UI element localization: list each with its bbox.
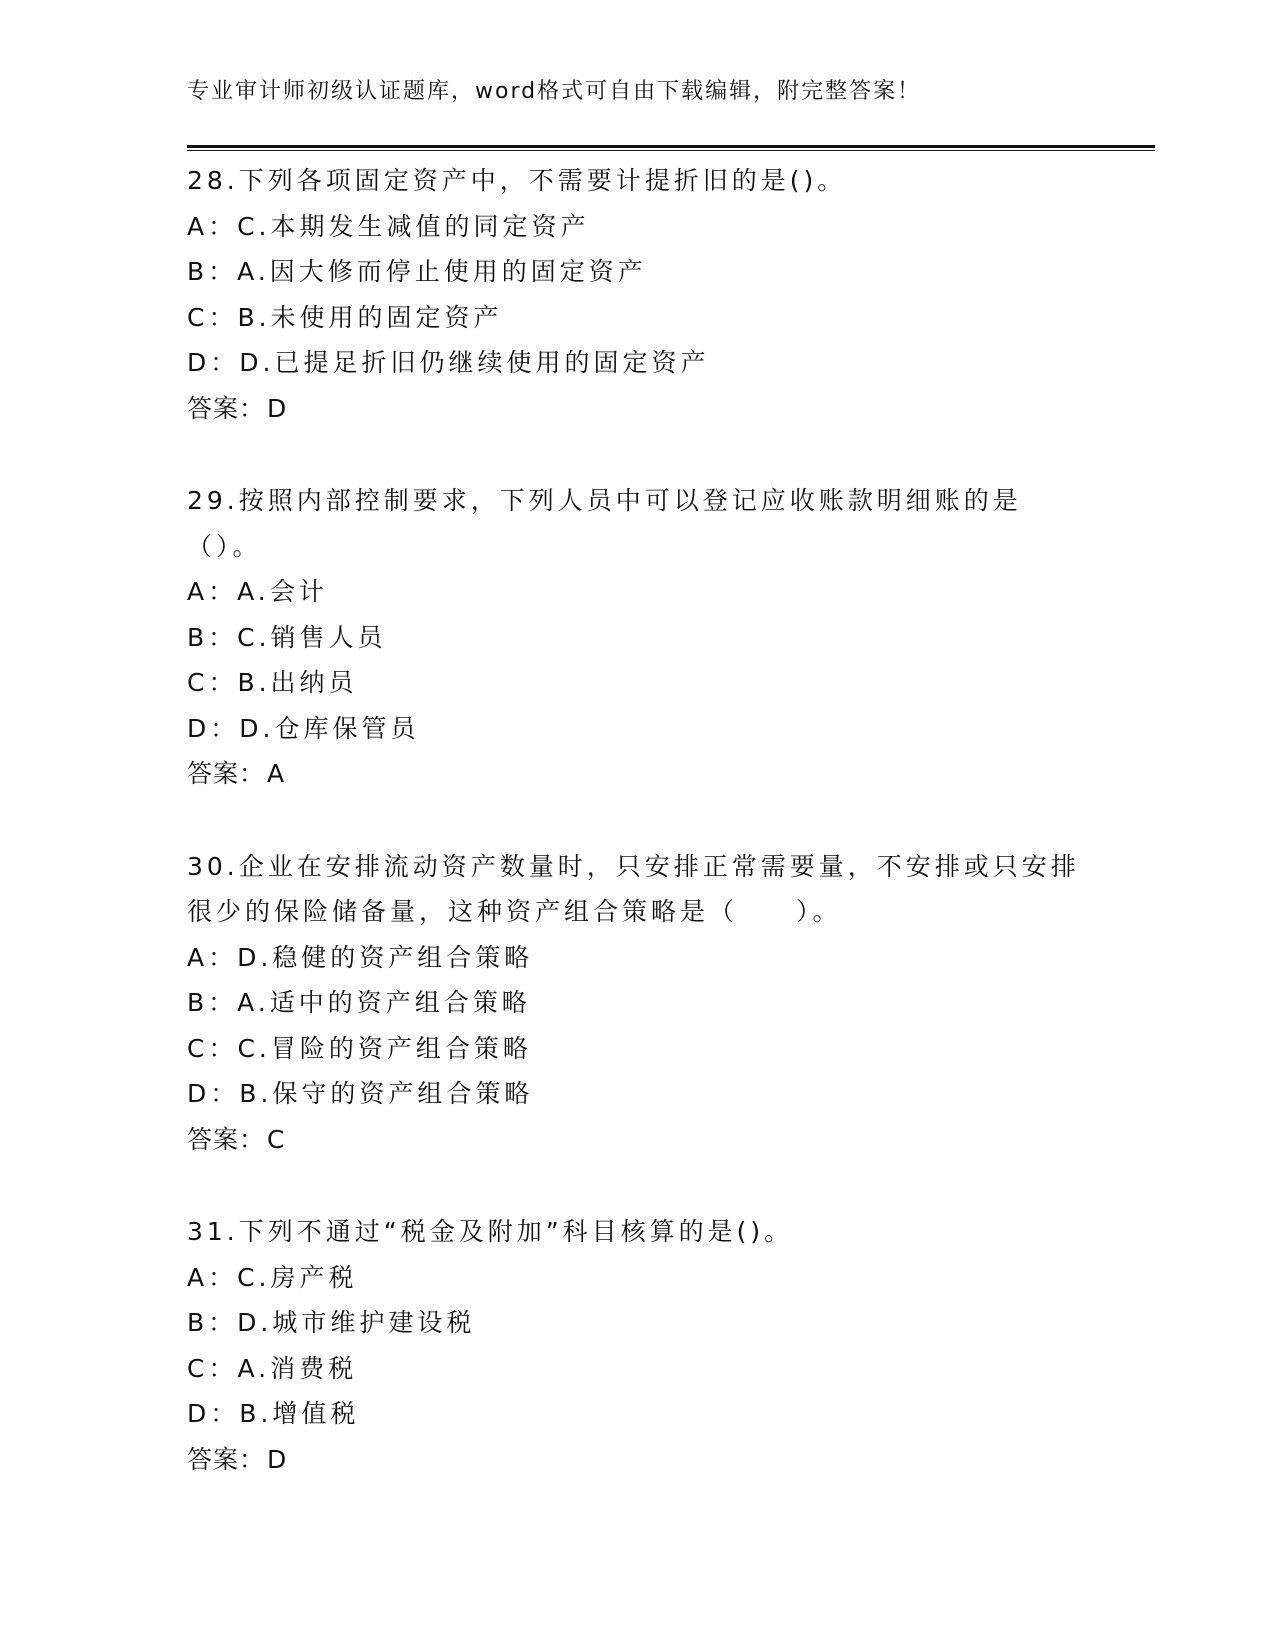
question-stem: 28.下列各项固定资产中，不需要计提折旧的是()。 (187, 166, 847, 195)
option-d: D：B.增值税 (187, 1399, 360, 1428)
answer-line (187, 386, 1087, 432)
question-stem: 31.下列不通过“税金及附加”科目核算的是()。 (187, 1217, 794, 1246)
option-c: C：C.冒险的资产组合策略 (187, 1033, 532, 1063)
page-header: 专业审计师初级认证题库，word格式可自由下载编辑，附完整答案！ (187, 79, 922, 104)
option-a: A：C.房产税 (187, 1262, 358, 1292)
option-c: C：A.消费税 (187, 1353, 358, 1383)
answer-label: 答案： (187, 393, 266, 423)
answer-label: 答案： (187, 1124, 266, 1154)
question-stem: 29.按照内部控制要求，下列人员中可以登记应收账款明细账的是（）。 (187, 486, 1022, 561)
answer-value: D (267, 1444, 288, 1474)
answer-line (187, 1117, 1087, 1163)
question-31 (187, 1209, 1087, 1482)
header-rule-thin (187, 150, 1155, 151)
option-d: D：D.已提足折旧仍继续使用的固定资产 (187, 348, 710, 377)
option-d: D：B.保守的资产组合策略 (187, 1079, 534, 1108)
answer-label: 答案： (187, 1444, 266, 1474)
option-b: B：A.因大修而停止使用的固定资产 (187, 257, 647, 286)
option-a: A：D.稳健的资产组合策略 (187, 942, 534, 972)
question-28 (187, 158, 1087, 431)
question-list (187, 158, 1087, 1529)
answer-value: A (267, 759, 286, 788)
option-c: C：B.未使用的固定资产 (187, 302, 503, 332)
option-a: A：C.本期发生减值的同定资产 (187, 211, 590, 241)
question-stem: 30.企业在安排流动资产数量时，只安排正常需要量，不安排或只安排很少的保险储备量，这种资产组合策略是（ ）。 (187, 851, 1080, 926)
question-30 (187, 844, 1087, 1163)
option-b: B：A.适中的资产组合策略 (187, 988, 531, 1017)
question-29 (187, 478, 1087, 797)
option-b: B：D.城市维护建设税 (187, 1308, 476, 1337)
answer-line (187, 751, 1087, 797)
option-d: D：D.仓库保管员 (187, 713, 420, 743)
answer-value: C (267, 1124, 286, 1154)
option-a: A：A.会计 (187, 577, 328, 606)
header-rule-thick (187, 145, 1155, 148)
option-b: B：C.销售人员 (187, 622, 387, 652)
option-c: C：B.出纳员 (187, 668, 358, 697)
answer-value: D (267, 393, 288, 423)
answer-label: 答案： (187, 759, 266, 788)
answer-line (187, 1437, 1087, 1483)
